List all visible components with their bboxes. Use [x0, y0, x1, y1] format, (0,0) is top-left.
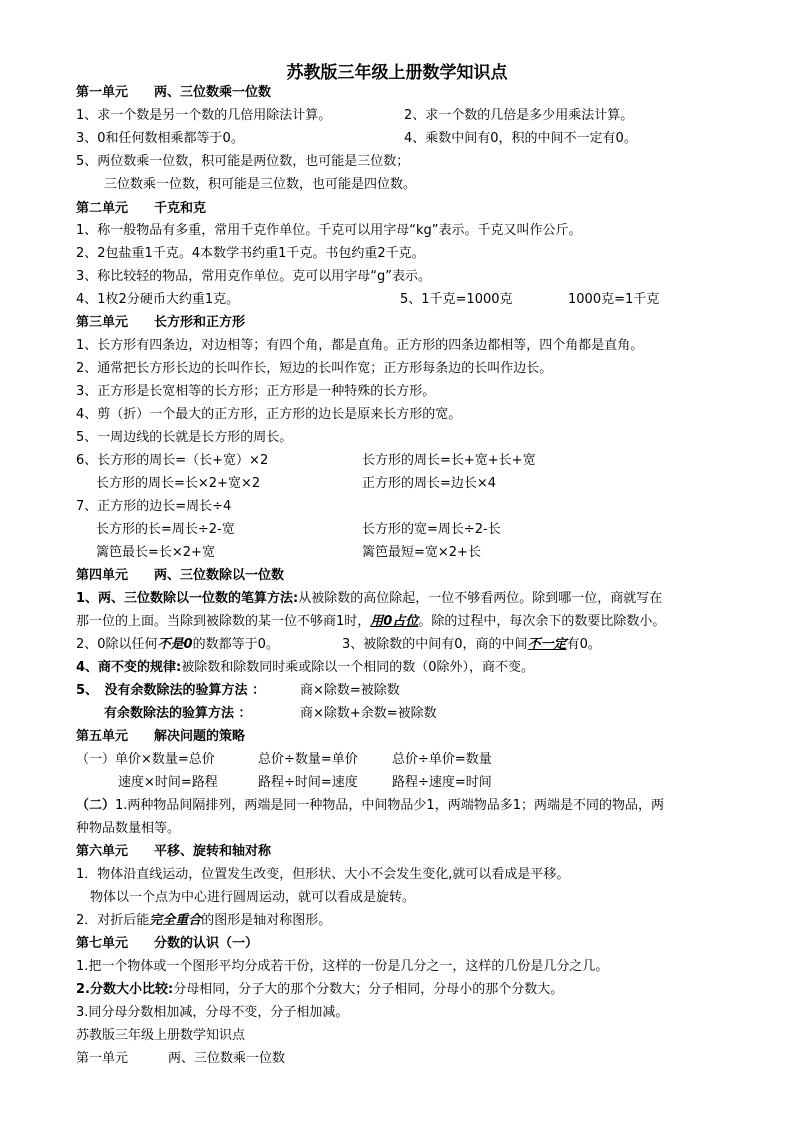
unit7-item3: 3.同分母分数相加减，分母不变，分子相加减。: [76, 1005, 349, 1020]
unit4-label: 第四单元: [76, 568, 129, 583]
unit4-emphasis-zero-placeholder: 用0占位: [370, 614, 419, 629]
unit5-item2-text: 1.两种物品间隔排列，两端是同一种物品，中间物品少1，两端物品多1；两端是不同的物品，两: [115, 798, 664, 813]
unit2-label: 第二单元: [76, 201, 129, 216]
unit2-item3: 3、称比较轻的物品，常用克作单位。克可以用字母“g”表示。: [76, 269, 431, 284]
unit5-formula-total: （一）单价×数量=总价: [76, 752, 215, 767]
unit2-item1: 1、称一般物品有多重，常用千克作单位。千克可以用字母“kg”表示。千克又叫作公斤。: [76, 223, 582, 238]
unit6-item1-cont: 物体以一个点为中心进行圆周运动，就可以看成是旋转。: [90, 890, 416, 905]
unit3-formula-length: 长方形的长=周长÷2-宽: [96, 522, 235, 537]
unit1-item4: 4、乘数中间有0，积的中间不一定有0。: [404, 131, 637, 146]
unit3-topic: 长方形和正方形: [154, 315, 246, 330]
unit3-formula-perimeter-3: 长方形的周长=长×2+宽×2: [96, 476, 261, 491]
unit6-label: 第六单元: [76, 844, 129, 859]
unit5-heading: [76, 728, 245, 746]
unit7-label: 第七单元: [76, 936, 129, 951]
unit3-formula-width: 长方形的宽=周长÷2-长: [362, 522, 501, 537]
unit7-item2-label: 2.分数大小比较:: [76, 982, 174, 997]
unit4-item4-label: 4、商不变的规律:: [76, 660, 182, 675]
unit5-label: 第五单元: [76, 729, 129, 744]
unit7-topic: 分数的认识（一）: [154, 936, 259, 951]
unit1-item1: 1、求一个数是另一个数的几倍用除法计算。: [76, 108, 332, 123]
unit6-item1: 1．物体沿直线运动，位置发生改变，但形状、大小不会发生变化,就可以看成是平移。: [76, 867, 570, 882]
unit4-item2-pre: 2、0除以任何: [76, 637, 158, 652]
unit3-formula-perimeter-1: 6、长方形的周长=（长+宽）×2: [76, 453, 269, 468]
unit7-item1: 1.把一个物体或一个图形平均分成若干份，这样的一份是几分之一，这样的几份是几分之几。: [76, 959, 609, 974]
unit5-item2-label: （二）: [76, 798, 116, 813]
footer-unit-heading: [76, 1050, 285, 1068]
unit3-item1: 1、长方形有四条边，对边相等；有四个角，都是直角。正方形的四条边都相等，四个角都是直角。: [76, 338, 644, 353]
unit3-heading: [76, 314, 245, 332]
unit4-emphasis-not-necessarily: 不一定: [527, 637, 567, 652]
unit3-fence-shortest: 篱笆最短=宽×2+长: [362, 545, 481, 560]
unit5-item2: [76, 797, 664, 815]
unit1-item3: 3、0和任何数相乘都等于0。: [76, 131, 244, 146]
unit4-item2-post: 的数都等于0。: [192, 637, 279, 652]
unit6-item2-post: 的图形是轴对称图形。: [201, 913, 332, 928]
unit5-topic: 解决问题的策略: [154, 729, 246, 744]
unit1-item2: 2、求一个数的几倍是多少用乘法计算。: [404, 108, 634, 123]
unit5-item2-cont: 种物品数量相等。: [76, 821, 181, 836]
unit4-item3-post: 有0。: [566, 637, 601, 652]
unit4-item3-pre: 3、被除数的中间有0，商的中间: [342, 637, 528, 652]
unit4-item3: [342, 636, 601, 654]
unit4-item1-cont: [76, 613, 665, 631]
unit6-item2-pre: 2．对折后能: [76, 913, 150, 928]
unit4-item1: [76, 590, 662, 608]
unit6-topic: 平移、旋转和轴对称: [154, 844, 272, 859]
unit4-item5-label: 5、 没有余数除法的验算方法 ：: [76, 683, 266, 698]
unit7-item2-text: 分母相同，分子大的那个分数大；分子相同，分母小的那个分数大。: [173, 982, 564, 997]
unit4-item6-label: 有余数除法的验算方法 ：: [104, 706, 252, 721]
unit3-item5: 5、一周边线的长就是长方形的周长。: [76, 430, 293, 445]
unit4-item1-cont-post: 。除的过程中，每次余下的数要比除数小。: [418, 614, 666, 629]
unit7-heading: [76, 935, 258, 953]
unit4-item4-text: 被除数和除数同时乘或除以一个相同的数（0除外），商不变。: [181, 660, 535, 675]
unit6-item2: [76, 912, 331, 930]
unit5-formula-unit-price: 总价÷数量=单价: [258, 752, 358, 767]
unit4-topic: 两、三位数除以一位数: [154, 568, 285, 583]
unit3-fence-longest: 篱笆最长=长×2+宽: [96, 545, 215, 560]
unit2-item5: 5、1千克=1000克: [400, 292, 513, 307]
unit3-formula-perimeter-2: 长方形的周长=长+宽+长+宽: [362, 453, 536, 468]
unit5-formula-speed: 路程÷时间=速度: [258, 775, 358, 790]
unit5-formula-distance: 速度×时间=路程: [118, 775, 218, 790]
unit2-topic: 千克和克: [154, 201, 207, 216]
unit4-item2: [76, 636, 279, 654]
unit5-formula-quantity: 总价÷单价=数量: [392, 752, 492, 767]
unit7-item2: [76, 981, 563, 999]
unit5-formula-time: 路程÷速度=时间: [392, 775, 492, 790]
unit4-item5-formula: 商×除数=被除数: [300, 683, 400, 698]
unit4-item6-formula: 商×除数+余数=被除数: [300, 706, 437, 721]
unit3-label: 第三单元: [76, 315, 129, 330]
unit4-item1-text: 从被除数的高位除起，一位不够看两位。除到哪一位，商就写在: [298, 591, 663, 606]
unit4-item1-label: 1、两、三位数除以一位数的笔算方法:: [76, 591, 299, 606]
page-title: 苏教版三年级上册数学知识点: [286, 63, 508, 83]
unit3-item4: 4、剪（折）一个最大的正方形，正方形的边长是原来长方形的宽。: [76, 407, 462, 422]
footer-unit-label: 第一单元: [76, 1051, 129, 1066]
unit1-label: 第一单元: [76, 85, 129, 100]
unit2-item4: 4、1枚2分硬币大约重1克。: [76, 292, 240, 307]
unit2-item5-inverse: 1000克=1千克: [568, 292, 660, 307]
unit3-item3: 3、正方形是长宽相等的长方形；正方形是一种特殊的长方形。: [76, 384, 436, 399]
unit2-item2: 2、2包盐重1千克。4本数学书约重1千克。书包约重2千克。: [76, 246, 425, 261]
unit3-formula-square-perimeter: 正方形的周长=边长×4: [362, 476, 497, 491]
unit2-heading: [76, 200, 206, 218]
unit6-heading: [76, 843, 271, 861]
unit1-item5: 5、两位数乘一位数，积可能是两位数，也可能是三位数；: [76, 154, 410, 169]
unit4-emphasis-not-zero: 不是0: [157, 637, 193, 652]
unit6-emphasis-coincide: 完全重合: [149, 913, 202, 928]
unit1-heading: [76, 84, 271, 102]
unit4-item4: [76, 659, 534, 677]
unit1-item5-cont: 三位数乘一位数，积可能是三位数，也可能是四位数。: [104, 177, 417, 192]
footer-unit-topic: 两、三位数乘一位数: [168, 1051, 286, 1066]
footer-title: 苏教版三年级上册数学知识点: [76, 1028, 246, 1043]
unit3-formula-square-side: 7、正方形的边长=周长÷4: [76, 499, 232, 514]
unit1-topic: 两、三位数乘一位数: [154, 85, 272, 100]
unit4-item1-cont-pre: 那一位的上面。当除到被除数的某一位不够商1时，: [76, 614, 371, 629]
unit4-heading: [76, 567, 284, 585]
unit3-item2: 2、通常把长方形长边的长叫作长，短边的长叫作宽；正方形每条边的长叫作边长。: [76, 361, 553, 376]
